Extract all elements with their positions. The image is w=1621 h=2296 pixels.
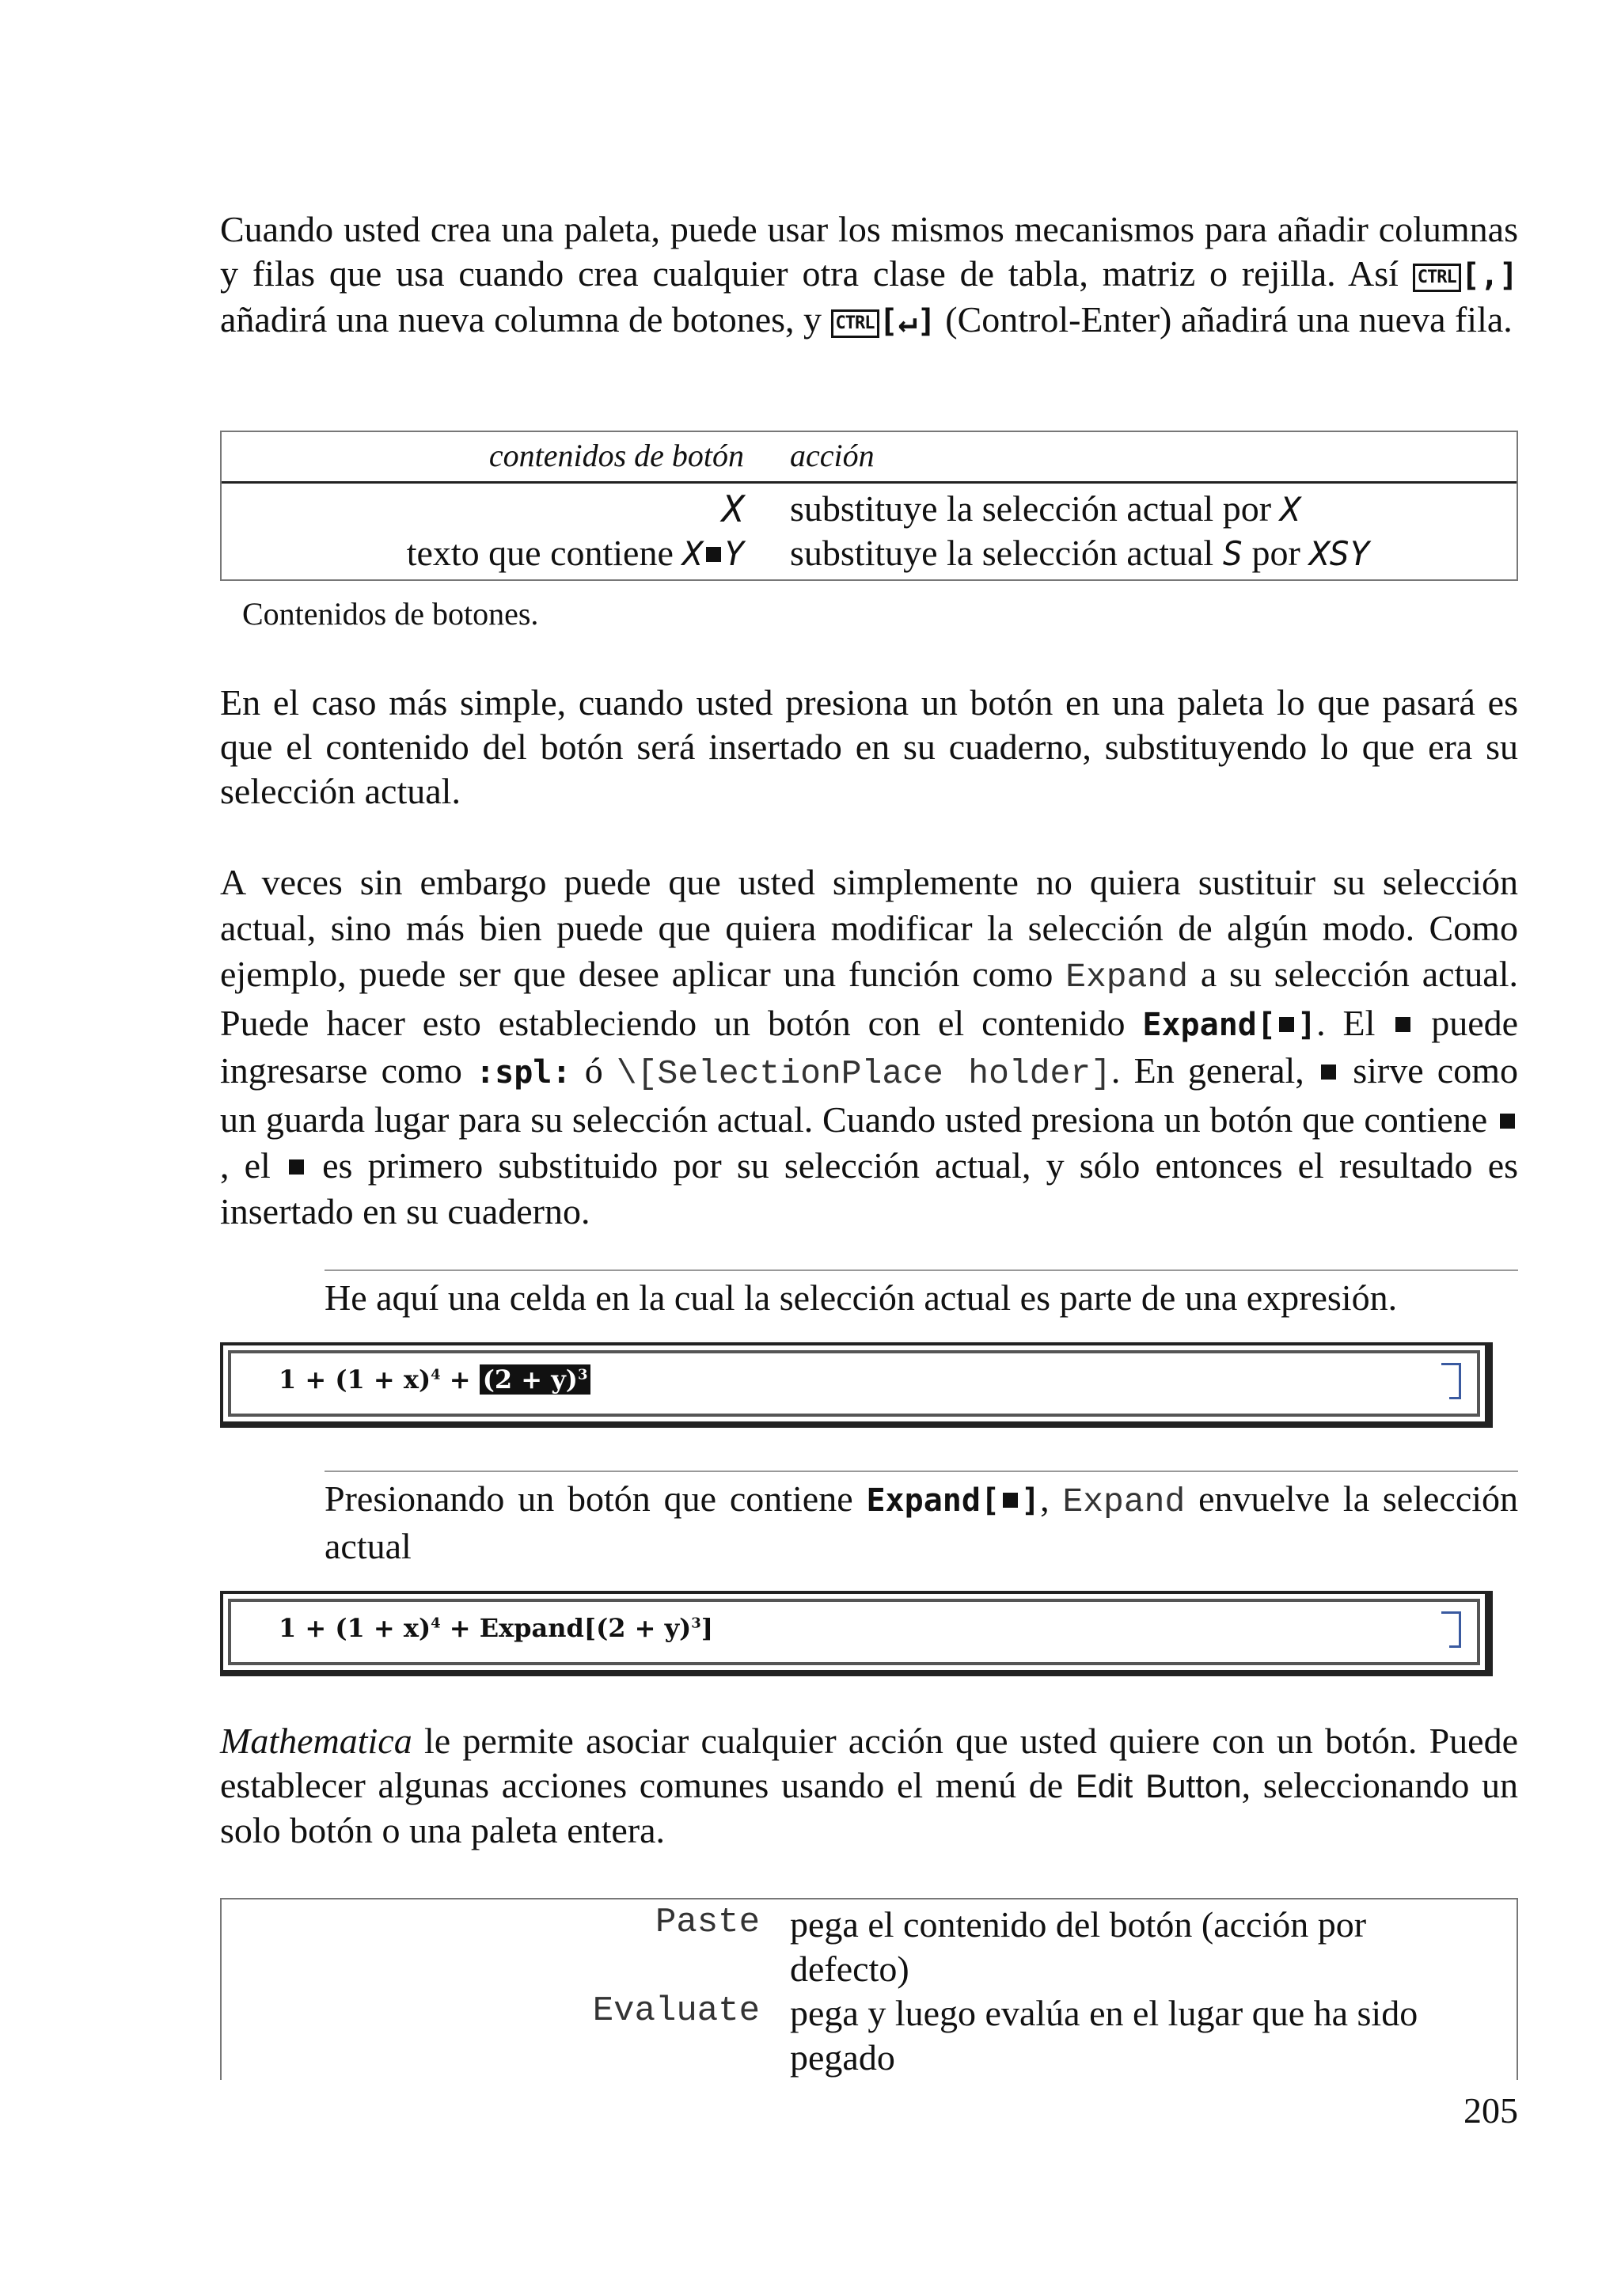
cell-var-x: X	[722, 488, 744, 530]
placeholder-square-icon	[1395, 1017, 1410, 1032]
code-expand: Expand	[1065, 958, 1189, 996]
cell-action-1: substituye la selección actual por X	[790, 488, 1300, 529]
table-row	[222, 532, 1517, 576]
mathematica-name: Mathematica	[220, 1721, 412, 1761]
code-expand-bracket: Expand[	[1142, 1007, 1276, 1043]
placeholder-square-icon	[289, 1159, 304, 1175]
page-number: 205	[1463, 2090, 1518, 2131]
intro-text-c: (Control-Enter) añadirá una nueva fila.	[945, 299, 1513, 340]
divider	[325, 1269, 1518, 1271]
edit-button-menu: Edit Button	[1075, 1767, 1242, 1805]
example1-text: He aquí una celda en la cual la selección actual es parte de una expresión.	[325, 1277, 1398, 1318]
placeholder-paragraph: A veces sin embargo puede que usted simplemente no quiera sustituir su selección actual, sino más bien puede que quiera modificar la selección de algún modo. Como ejemplo, puede ser que desee aplicar una función como Expand a su selección actual. Puede hacer esto estableciendo un botón con el contenido Expand[ ]. El puede ingresarse como :spl: ó \[SelectionPlace holder]. En general, sirve como un guarda lugar para su selección actual. Cuando usted presiona un botón que contiene , el es primero substituido por su selección actual, y sólo entonces el resultado es insertado en su cuaderno.	[220, 862, 1519, 1231]
simple-case-paragraph: En el caso más simple, cuando usted presiona un botón en una paleta lo que pasará es que el contenido del botón será insertado en su cuaderno, substituyendo lo que era su selección actual.	[220, 682, 1518, 811]
header-action: acción	[790, 438, 875, 473]
placeholder-square-icon	[1500, 1114, 1515, 1129]
cell-bracket-icon[interactable]	[1449, 1611, 1461, 1648]
enter-key: [↵]	[879, 303, 936, 340]
divider	[325, 1471, 1518, 1472]
comma-key: [,]	[1460, 257, 1519, 294]
cell-expression: $1 + (1 + x)^4$ + Expand[(2 + y)$^3$]	[279, 1613, 713, 1643]
intro-text-a: Cuando usted crea una paleta, puede usar los mismos mecanismos para añadir columnas y filas que usa cuando crea cualquier otra clase de tabla, matriz o rejilla. Así	[220, 209, 1518, 294]
ctrl-key-icon: CTRL	[831, 309, 879, 338]
example2-text: Presionando un botón que contiene Expand[ ], Expand envuelve la selección actual	[325, 1478, 1519, 1566]
table-row	[222, 488, 1517, 532]
table-header	[222, 432, 1517, 484]
button-contents-table	[220, 431, 1518, 581]
intro-paragraph	[220, 207, 1518, 343]
header-button-contents: contenidos de botón	[488, 438, 744, 473]
cmd-evaluate: Evaluate	[592, 1991, 760, 2031]
desc-paste: pega el contenido del botón (acción por defecto)	[790, 1904, 1367, 1989]
cell-expression: $1 + (1 + x)^4 + (2 + y)^3$	[279, 1364, 590, 1395]
cell-contents-2: texto que contiene X Y	[406, 533, 744, 573]
actions-table	[220, 1898, 1518, 2080]
desc-evaluate: pega y luego evalúa en el lugar que ha sido pegado	[790, 1993, 1418, 2078]
cmd-paste: Paste	[655, 1903, 760, 1942]
placeholder-square-icon	[1279, 1017, 1294, 1032]
placeholder-square-icon	[706, 547, 721, 562]
cell-action-2: substituye la selección actual S por XSY	[790, 533, 1370, 573]
placeholder-square-icon	[1003, 1493, 1018, 1508]
notebook-cell[interactable]	[220, 1342, 1493, 1428]
cell-bracket-icon[interactable]	[1449, 1363, 1461, 1399]
actions-paragraph: Mathematica le permite asociar cualquier acción que usted quiere con un botón. Puede establecer algunas acciones comunes usando el menú de Edit Button, seleccionando un solo botón o una paleta entera.	[220, 1721, 1519, 1850]
placeholder-square-icon	[1321, 1065, 1336, 1080]
intro-text-b: añadirá una nueva columna de botones, y	[220, 299, 822, 340]
notebook-cell[interactable]	[220, 1591, 1493, 1676]
table-caption: Contenidos de botones.	[242, 596, 539, 632]
code-spl: :spl:	[476, 1054, 571, 1091]
code-selection-placeholder: \[SelectionPlace holder]	[616, 1054, 1111, 1093]
current-selection[interactable]: $(2 + y)^3$	[480, 1364, 591, 1395]
ctrl-key-icon: CTRL	[1413, 264, 1461, 292]
